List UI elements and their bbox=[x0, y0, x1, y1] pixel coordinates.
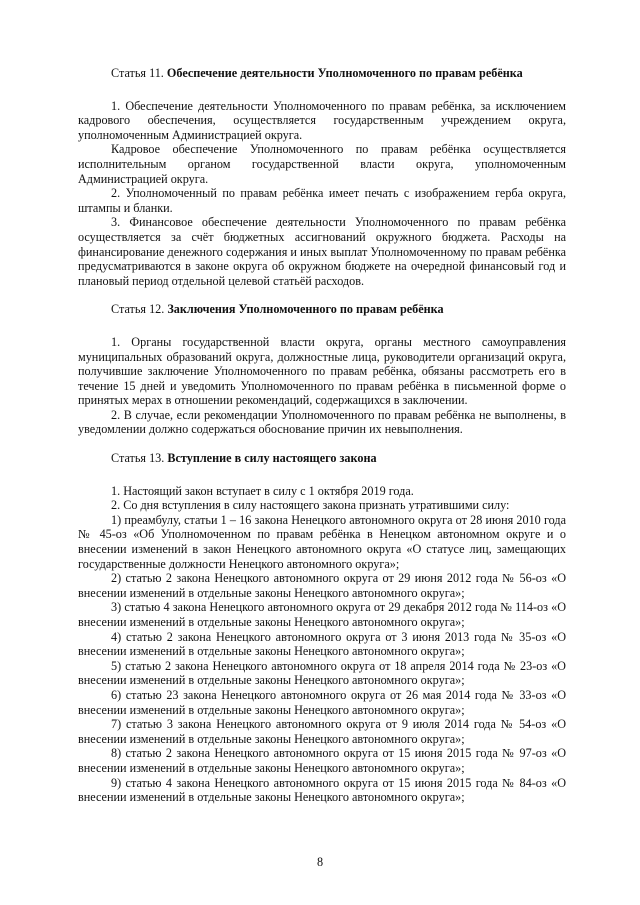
paragraph: 1. Настоящий закон вступает в силу с 1 октября 2019 года. bbox=[111, 483, 414, 498]
article-title: Обеспечение деятельности Уполномоченного по правам ребёнка bbox=[166, 66, 523, 80]
list-item: 4) статью 2 закона Ненецкого автономного округа от 3 июня 2013 года № 35-оз «О внесении изменений в отдельные законы Ненецкого автономного округа»; bbox=[78, 629, 566, 659]
paragraph: 2. Уполномоченный по правам ребёнка имеет печать с изображением герба округа, штампы и бланки. bbox=[78, 186, 566, 215]
list-item: 8) статью 2 закона Ненецкого автономного округа от 15 июня 2015 года № 97-оз «О внесении изменений в отдельные законы Ненецкого автономного округа»; bbox=[78, 746, 566, 775]
article-number: Статья 11. bbox=[111, 66, 164, 80]
page-number: 8 bbox=[316, 855, 324, 869]
list-item: 6) статью 23 закона Ненецкого автономного округа от 26 мая 2014 года № 33-оз «О внесении изменений в отдельные законы Ненецкого автономного округа»; bbox=[78, 687, 566, 717]
paragraph: 1. Обеспечение деятельности Уполномоченного по правам ребёнка, за исключением кадрового обеспечения, осуществляется государственным учреждением округа, уполномоченным Администрацией округа. bbox=[78, 98, 566, 142]
page-body bbox=[78, 66, 566, 805]
list-item: 1) преамбулу, статьи 1 – 16 закона Ненецкого автономного округа от 28 июня 2010 года № 45-оз «Об Уполномоченном по правам ребёнка в Ненецком автономном округе и о внесении изменений в закон Ненецкого автономного округа «О статусе лиц, замещающих государственные должности Ненецкого автономного округа»; bbox=[78, 512, 566, 571]
list-item: 7) статью 3 закона Ненецкого автономного округа от 9 июля 2014 года № 54-оз «О внесении изменений в отдельные законы Ненецкого автономного округа»; bbox=[78, 717, 566, 746]
section-spacer bbox=[78, 437, 566, 451]
article-13 bbox=[78, 451, 566, 805]
paragraph: 1. Органы государственной власти округа, органы местного самоуправления муниципальных образований округа, должностные лица, руководители организаций округа, получившие заключение Уполномоченного по правам ребёнка, обязаны рассмотреть его в течение 15 дней и уведомить Уполномоченного по правам ребёнка в письменной форме о принятых мерах в отношении рекомендаций, содержащихся в заключении. bbox=[78, 334, 566, 408]
article-number: Статья 12. bbox=[111, 302, 165, 317]
article-heading bbox=[78, 66, 566, 81]
article-title: Вступление в силу настоящего закона bbox=[167, 451, 377, 466]
paragraph: 3. Финансовое обеспечение деятельности Уполномоченного по правам ребёнка осуществляется за счёт бюджетных ассигнований окружного бюджета. Расходы на финансирование денежного содержания и иных выплат Уполномоченному по правам ребёнка предусматриваются в законе округа об окружном бюджете на очередной финансовый год и плановый период отдельной целевой статьёй расходов. bbox=[78, 215, 566, 288]
list-item: 5) статью 2 закона Ненецкого автономного округа от 18 апреля 2014 года № 23-оз «О внесении изменений в отдельные законы Ненецкого автономного округа»; bbox=[78, 658, 566, 688]
section-spacer bbox=[78, 288, 566, 302]
article-heading bbox=[78, 451, 566, 466]
paragraph: 2. Со дня вступления в силу настоящего закона признать утратившими силу: bbox=[111, 498, 510, 513]
list-item: 3) статью 4 закона Ненецкого автономного округа от 29 декабря 2012 года № 114-оз «О внесении изменений в отдельные законы Ненецкого автономного округа»; bbox=[78, 600, 566, 629]
paragraph: Кадровое обеспечение Уполномоченного по правам ребёнка осуществляется исполнительным органом государственной власти округа, уполномоченным Администрацией округа. bbox=[78, 142, 566, 186]
paragraph: 2. В случае, если рекомендации Уполномоченного по правам ребёнка не выполнены, в уведомлении должно содержаться обоснование причин их невыполнения. bbox=[78, 407, 566, 437]
list-item: 2) статью 2 закона Ненецкого автономного округа от 29 июня 2012 года № 56-оз «О внесении изменений в отдельные законы Ненецкого автономного округа»; bbox=[78, 571, 566, 600]
article-heading bbox=[78, 302, 566, 317]
article-12 bbox=[78, 302, 566, 437]
article-11 bbox=[78, 66, 566, 288]
list-item: 9) статью 4 закона Ненецкого автономного округа от 15 июня 2015 года № 84-оз «О внесении изменений в отдельные законы Ненецкого автономного округа»; bbox=[78, 775, 566, 805]
article-number: Статья 13. bbox=[111, 451, 165, 466]
article-title: Заключения Уполномоченного по правам ребёнка bbox=[167, 302, 444, 317]
